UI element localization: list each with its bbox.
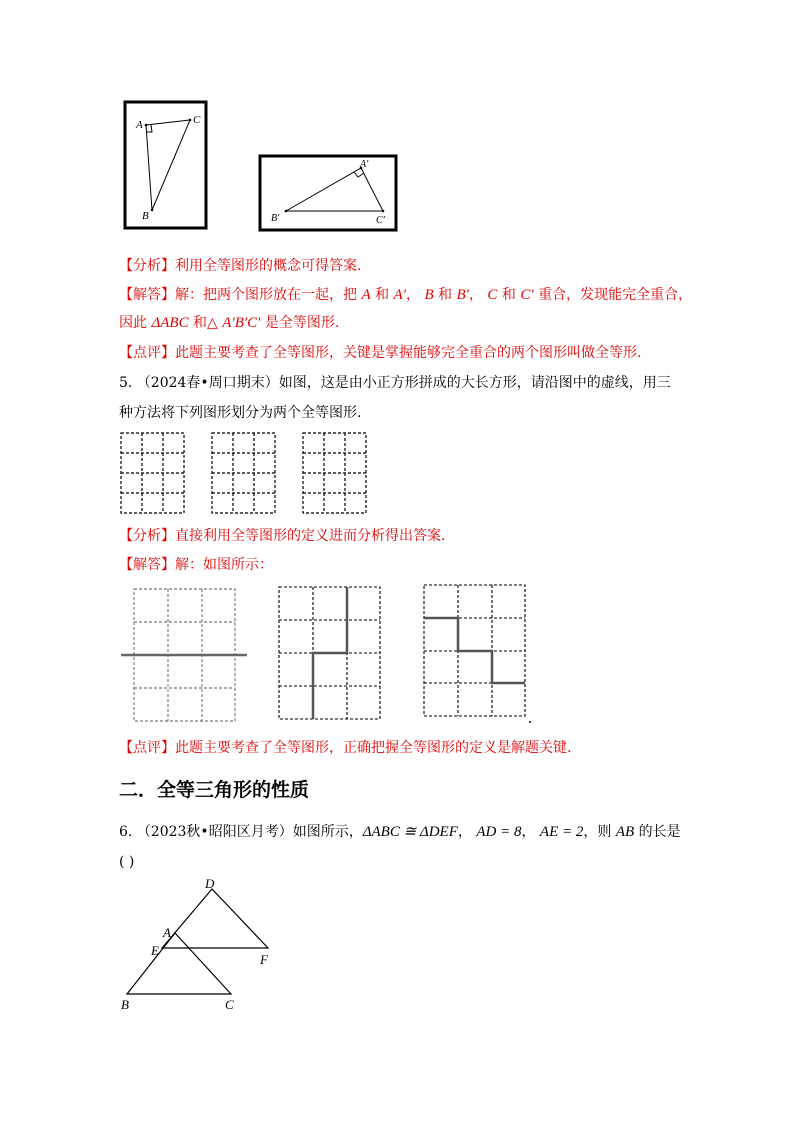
q5-stem-line1: 5. （2024春•周口期末）如图，这是由小正方形拼成的大长方形，请沿图中的虚线，用三 xyxy=(119,375,671,391)
solution-grid-3 xyxy=(420,582,540,726)
label-a-prime: A′ xyxy=(360,159,369,170)
label-a: A xyxy=(163,925,171,940)
section-heading: 二．全等三角形的性质 xyxy=(119,779,310,801)
q4-answer-line1: 【解答】解：把两个图形放在一起，把 A 和 A′， B 和 B′， C 和 C′ 重合，发现能完全重合， xyxy=(119,287,693,303)
label-c-prime: C′ xyxy=(376,215,385,226)
analysis-tag: 【分析】 xyxy=(119,258,175,274)
q4-analysis: 【分析】利用全等图形的概念可得答案. xyxy=(119,258,362,274)
q5-answer: 【解答】解：如图所示： xyxy=(119,557,273,573)
dashed-grid-2 xyxy=(209,430,279,516)
q4-answer-line2: 因此 ΔABC 和△ A′B′C′ 是全等图形. xyxy=(119,315,340,331)
q5-analysis: 【分析】直接利用全等图形的定义进而分析得出答案. xyxy=(119,528,446,544)
q5-stem-line2: 种方法将下列图形划分为两个全等图形. xyxy=(119,405,362,421)
label-e: E xyxy=(151,943,159,958)
label-a: A xyxy=(136,119,143,131)
solution-grid-2 xyxy=(276,584,384,724)
q6-answer-blank: ( ) xyxy=(119,854,135,870)
label-b: B xyxy=(121,997,129,1012)
label-d: D xyxy=(205,876,215,891)
triangle-figure-right xyxy=(256,152,401,234)
label-c: C xyxy=(225,997,234,1012)
solution-grid-1 xyxy=(118,584,250,724)
label-b-prime: B′ xyxy=(271,213,280,224)
label-c: C xyxy=(193,114,201,126)
overlapping-triangles-figure xyxy=(115,872,280,1017)
label-f: F xyxy=(260,952,268,967)
q5-comment: 【点评】此题主要考查了全等图形，正确把握全等图形的定义是解题关键. xyxy=(119,740,572,756)
q4-comment: 【点评】此题主要考查了全等图形，关键是掌握能够完全重合的两个图形叫做全等形. xyxy=(119,345,642,361)
dashed-grid-1 xyxy=(118,430,188,516)
q6-stem: 6. （2023秋•昭阳区月考）如图所示，ΔABC ≅ ΔDEF， AD = 8， AE = 2，则 AB 的长是 xyxy=(119,824,681,840)
dashed-grid-3 xyxy=(300,430,370,516)
label-b: B xyxy=(142,210,149,222)
triangle-figure-left xyxy=(118,96,210,232)
